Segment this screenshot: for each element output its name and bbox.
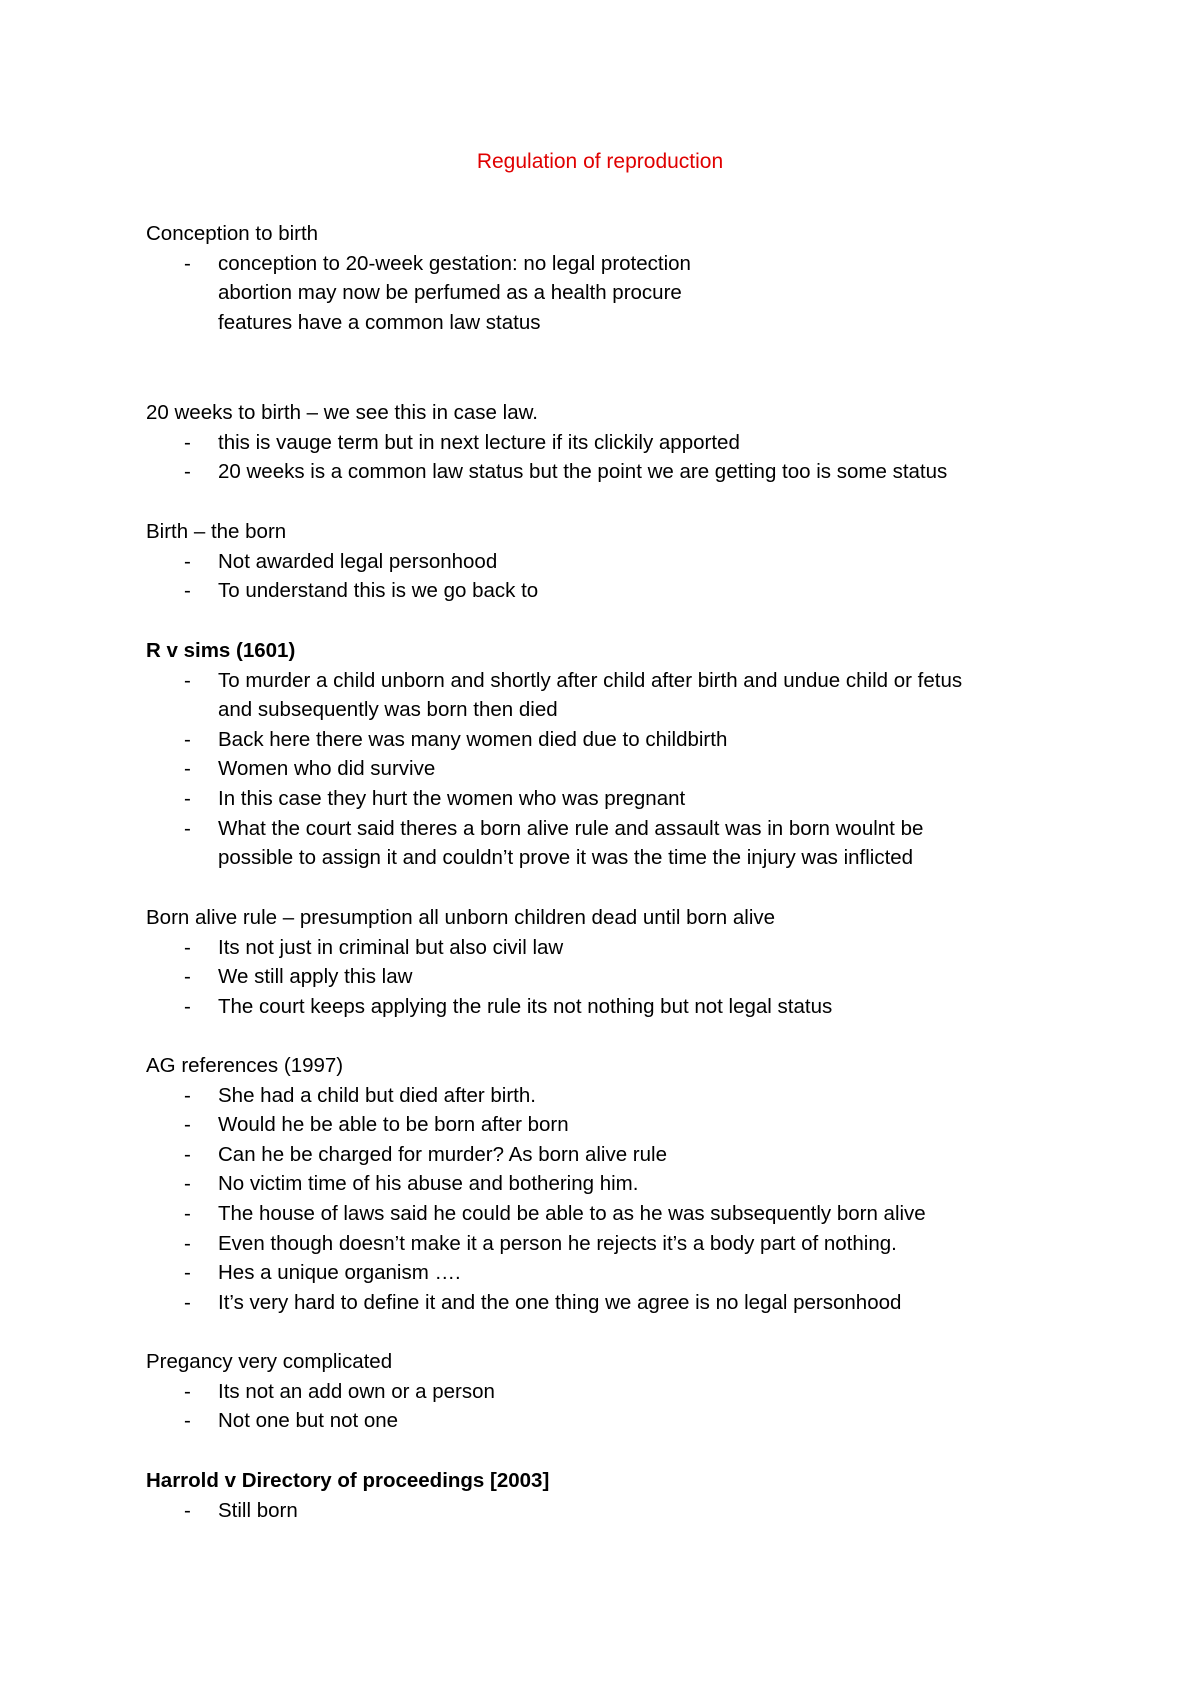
bullet-text: Even though doesn’t make it a person he rejects it’s a body part of nothing. [218, 1231, 897, 1255]
bullet-item [184, 457, 948, 487]
bullet-item [184, 1288, 902, 1318]
bullet-item [184, 1199, 926, 1229]
bullet-text: features have a common law status [218, 310, 541, 334]
bullet-item [184, 1229, 897, 1259]
bullet-item [184, 1258, 461, 1288]
bullet-continuation [218, 695, 558, 725]
bullet-text: We still apply this law [218, 965, 413, 989]
bullet-dash: - [184, 727, 191, 751]
bullet-continuation [218, 843, 913, 873]
bullet-dash: - [184, 1083, 191, 1107]
bullet-dash: - [184, 787, 191, 810]
bullet-text: Can he be charged for murder? As born alive rule [218, 1142, 667, 1166]
bullet-item [184, 933, 564, 963]
bullet-text: The court keeps applying the rule its not nothing but not legal status [218, 994, 833, 1018]
page-title: Regulation of reproduction [476, 150, 724, 173]
bullet-dash: - [184, 1231, 191, 1255]
bullet-item [184, 814, 924, 844]
bullet-item [184, 1496, 298, 1526]
bullet-dash: - [184, 579, 191, 603]
bullet-text: this is vauge term but in next lecture if its clickily apported [218, 430, 740, 454]
section-heading: Birth – the born [146, 520, 287, 543]
bullet-text: She had a child but died after birth. [218, 1083, 536, 1107]
section-heading: 20 weeks to birth – we see this in case law. [146, 401, 538, 424]
bullet-text: conception to 20-week gestation: no legal protection [218, 251, 691, 275]
bullet-dash: - [184, 668, 191, 692]
bullet-text: Back here there was many women died due to childbirth [218, 727, 728, 751]
bullet-dash: - [184, 1498, 191, 1522]
section-heading: Pregancy very complicated [146, 1350, 393, 1373]
section-heading: Conception to birth [146, 222, 319, 245]
bullet-item [184, 962, 413, 992]
bullet-text: Would he be able to be born after born [218, 1113, 569, 1137]
bullet-item [184, 249, 691, 279]
bullet-dash: - [184, 1172, 191, 1196]
section-heading: AG references (1997) [146, 1054, 344, 1077]
bullet-text: possible to assign it and couldn’t prove it was the time the injury was inflicted [218, 846, 914, 870]
bullet-item [184, 725, 728, 755]
bullet-text: Its not an add own or a person [218, 1379, 495, 1403]
bullet-text: To understand this is we go back to [218, 579, 539, 603]
section-heading: Harrold v Directory of proceedings [2003] [146, 1469, 550, 1492]
bullet-item [184, 666, 963, 696]
bullet-item [184, 1406, 399, 1436]
bullet-dash: - [184, 994, 191, 1018]
bullet-dash: - [184, 1142, 191, 1166]
bullet-text: 20 weeks is a common law status but the point we are getting too is some status [218, 460, 948, 484]
bullet-dash: - [184, 816, 191, 840]
bullet-text: Still born [218, 1498, 298, 1522]
bullet-text: Hes a unique organism …. [218, 1261, 461, 1285]
bullet-item [184, 428, 740, 458]
section-heading: R v sims (1601) [146, 639, 296, 662]
bullet-dash: - [184, 965, 191, 989]
bullet-dash: - [184, 1261, 191, 1285]
bullet-item [184, 576, 539, 606]
bullet-dash: - [184, 1290, 191, 1314]
bullet-item [184, 1169, 639, 1199]
bullet-text: and subsequently was born then died [218, 698, 558, 722]
bullet-text: To murder a child unborn and shortly after child after birth and undue child or fetus [218, 668, 963, 692]
bullet-dash: - [184, 1379, 191, 1403]
bullet-item [184, 754, 436, 784]
bullet-text: No victim time of his abuse and bothering him. [218, 1172, 639, 1196]
bullet-item [184, 992, 833, 1022]
bullet-text: What the court said theres a born alive rule and assault was in born woulnt be [218, 816, 924, 840]
bullet-dash: - [184, 430, 191, 454]
bullet-text: Not one but not one [218, 1409, 399, 1433]
bullet-continuation [218, 308, 540, 338]
bullet-continuation [218, 278, 682, 308]
bullet-item [184, 1081, 536, 1111]
bullet-text: Its not just in criminal but also civil law [218, 935, 564, 959]
bullet-item [184, 1110, 569, 1140]
bullet-item [184, 547, 498, 577]
bullet-dash: - [184, 1202, 191, 1225]
bullet-text: Women who did survive [218, 757, 436, 781]
bullet-dash: - [184, 935, 191, 959]
bullet-dash: - [184, 460, 191, 484]
bullet-dash: - [184, 1113, 191, 1137]
bullet-text: Not awarded legal personhood [218, 549, 498, 573]
bullet-dash: - [184, 251, 191, 275]
bullet-text: In this case they hurt the women who was pregnant [218, 787, 686, 810]
bullet-dash: - [184, 549, 191, 573]
section-heading: Born alive rule – presumption all unborn children dead until born alive [146, 906, 776, 929]
bullet-text: The house of laws said he could be able to as he was subsequently born alive [218, 1202, 926, 1225]
bullet-item [184, 1377, 495, 1407]
bullet-text: abortion may now be perfumed as a health procure [218, 281, 682, 305]
bullet-dash: - [184, 757, 191, 781]
bullet-text: It’s very hard to define it and the one thing we agree is no legal personhood [218, 1290, 902, 1314]
bullet-item [184, 1140, 667, 1170]
bullet-dash: - [184, 1409, 191, 1433]
bullet-item [184, 784, 686, 814]
